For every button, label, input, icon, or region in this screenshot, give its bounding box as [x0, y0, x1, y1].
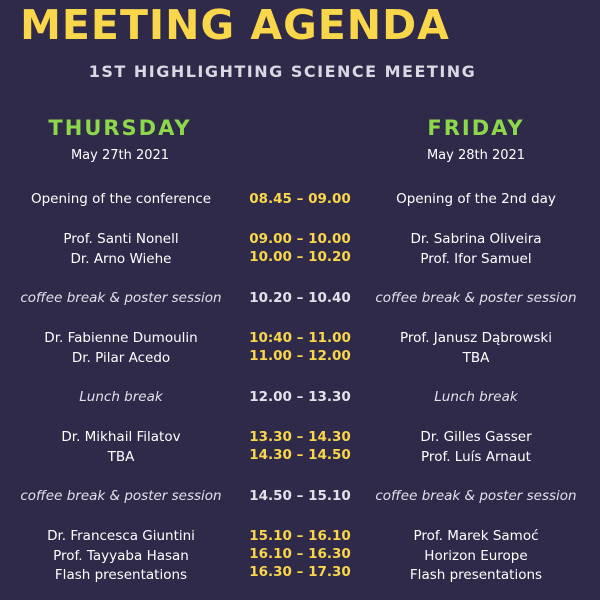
- time-cell: [240, 487, 360, 505]
- time-cell: [240, 329, 360, 365]
- friday-cell: [362, 388, 590, 408]
- thursday-cell: [5, 230, 237, 269]
- thursday-cell: [5, 329, 237, 368]
- friday-cell: [362, 289, 590, 309]
- friday-entry: Lunch break: [434, 389, 518, 405]
- time-cell: [240, 230, 360, 266]
- friday-entry: Horizon Europe: [424, 547, 528, 564]
- time-slot: 14.50 – 15.10: [249, 488, 351, 504]
- time-cell: [240, 289, 360, 307]
- day-date-thursday: May 27th 2021: [70, 148, 170, 163]
- time-cell: [240, 527, 360, 581]
- time-slot: 08.45 – 09.00: [249, 191, 351, 207]
- thursday-entry: Dr. Arno Wiehe: [70, 250, 172, 267]
- thursday-entry: Dr. Francesca Giuntini: [47, 528, 195, 544]
- time-slot: 16.30 – 17.30: [249, 564, 351, 580]
- time-slot: 16.10 – 16.30: [249, 546, 351, 562]
- friday-entry: Dr. Gilles Gasser: [420, 429, 532, 445]
- page-subtitle: 1ST HIGHLIGHTING SCIENCE MEETING: [88, 62, 477, 81]
- friday-entry: Prof. Marek Samoć: [413, 528, 539, 544]
- time-cell: [240, 388, 360, 406]
- thursday-entry: Dr. Mikhail Filatov: [61, 429, 181, 445]
- thursday-cell: [5, 388, 237, 408]
- thursday-entry: TBA: [107, 448, 135, 465]
- time-slot: 14.30 – 14.50: [249, 447, 351, 463]
- time-slot: 10.20 – 10.40: [249, 290, 351, 306]
- friday-cell: [362, 428, 590, 467]
- thursday-entry: coffee break & poster session: [20, 290, 222, 306]
- day-heading-friday: FRIDAY: [427, 116, 525, 140]
- thursday-cell: [5, 428, 237, 467]
- day-date-friday: May 28th 2021: [426, 148, 526, 163]
- thursday-entry: Prof. Tayyaba Hasan: [53, 547, 189, 564]
- friday-entry: Flash presentations: [409, 567, 543, 583]
- friday-cell: [362, 190, 590, 210]
- time-slot: 12.00 – 13.30: [249, 389, 351, 405]
- thursday-cell: [5, 289, 237, 309]
- thursday-entry: Flash presentations: [54, 567, 188, 583]
- thursday-entry: Dr. Fabienne Dumoulin: [44, 330, 198, 346]
- friday-cell: [362, 329, 590, 368]
- friday-cell: [362, 487, 590, 507]
- time-slot: 09.00 – 10.00: [249, 231, 351, 247]
- friday-entry: Prof. Ifor Samuel: [420, 250, 532, 267]
- thursday-entry: coffee break & poster session: [20, 488, 222, 504]
- time-slot: 10.00 – 10.20: [249, 249, 351, 265]
- time-slot: 15.10 – 16.10: [249, 528, 351, 544]
- time-cell: [240, 428, 360, 464]
- time-slot: 13.30 – 14.30: [249, 429, 351, 445]
- page-title: MEETING AGENDA: [20, 1, 450, 49]
- friday-cell: [362, 527, 590, 586]
- friday-cell: [362, 230, 590, 269]
- thursday-entry: Dr. Pilar Acedo: [71, 349, 171, 366]
- day-heading-thursday: THURSDAY: [48, 116, 192, 140]
- friday-entry: Dr. Sabrina Oliveira: [410, 231, 542, 247]
- friday-entry: coffee break & poster session: [375, 488, 577, 504]
- thursday-cell: [5, 527, 237, 586]
- time-slot: 10:40 – 11.00: [249, 330, 351, 346]
- thursday-entry: Opening of the conference: [30, 191, 212, 207]
- friday-entry: Prof. Janusz Dąbrowski: [400, 330, 552, 346]
- time-cell: [240, 190, 360, 208]
- friday-entry: TBA: [462, 349, 490, 366]
- thursday-cell: [5, 190, 237, 210]
- friday-entry: Prof. Luís Arnaut: [421, 448, 531, 465]
- thursday-entry: Lunch break: [79, 389, 163, 405]
- time-slot: 11.00 – 12.00: [249, 348, 351, 364]
- thursday-entry: Prof. Santi Nonell: [63, 231, 179, 247]
- friday-entry: coffee break & poster session: [375, 290, 577, 306]
- thursday-cell: [5, 487, 237, 507]
- friday-entry: Opening of the 2nd day: [396, 191, 556, 207]
